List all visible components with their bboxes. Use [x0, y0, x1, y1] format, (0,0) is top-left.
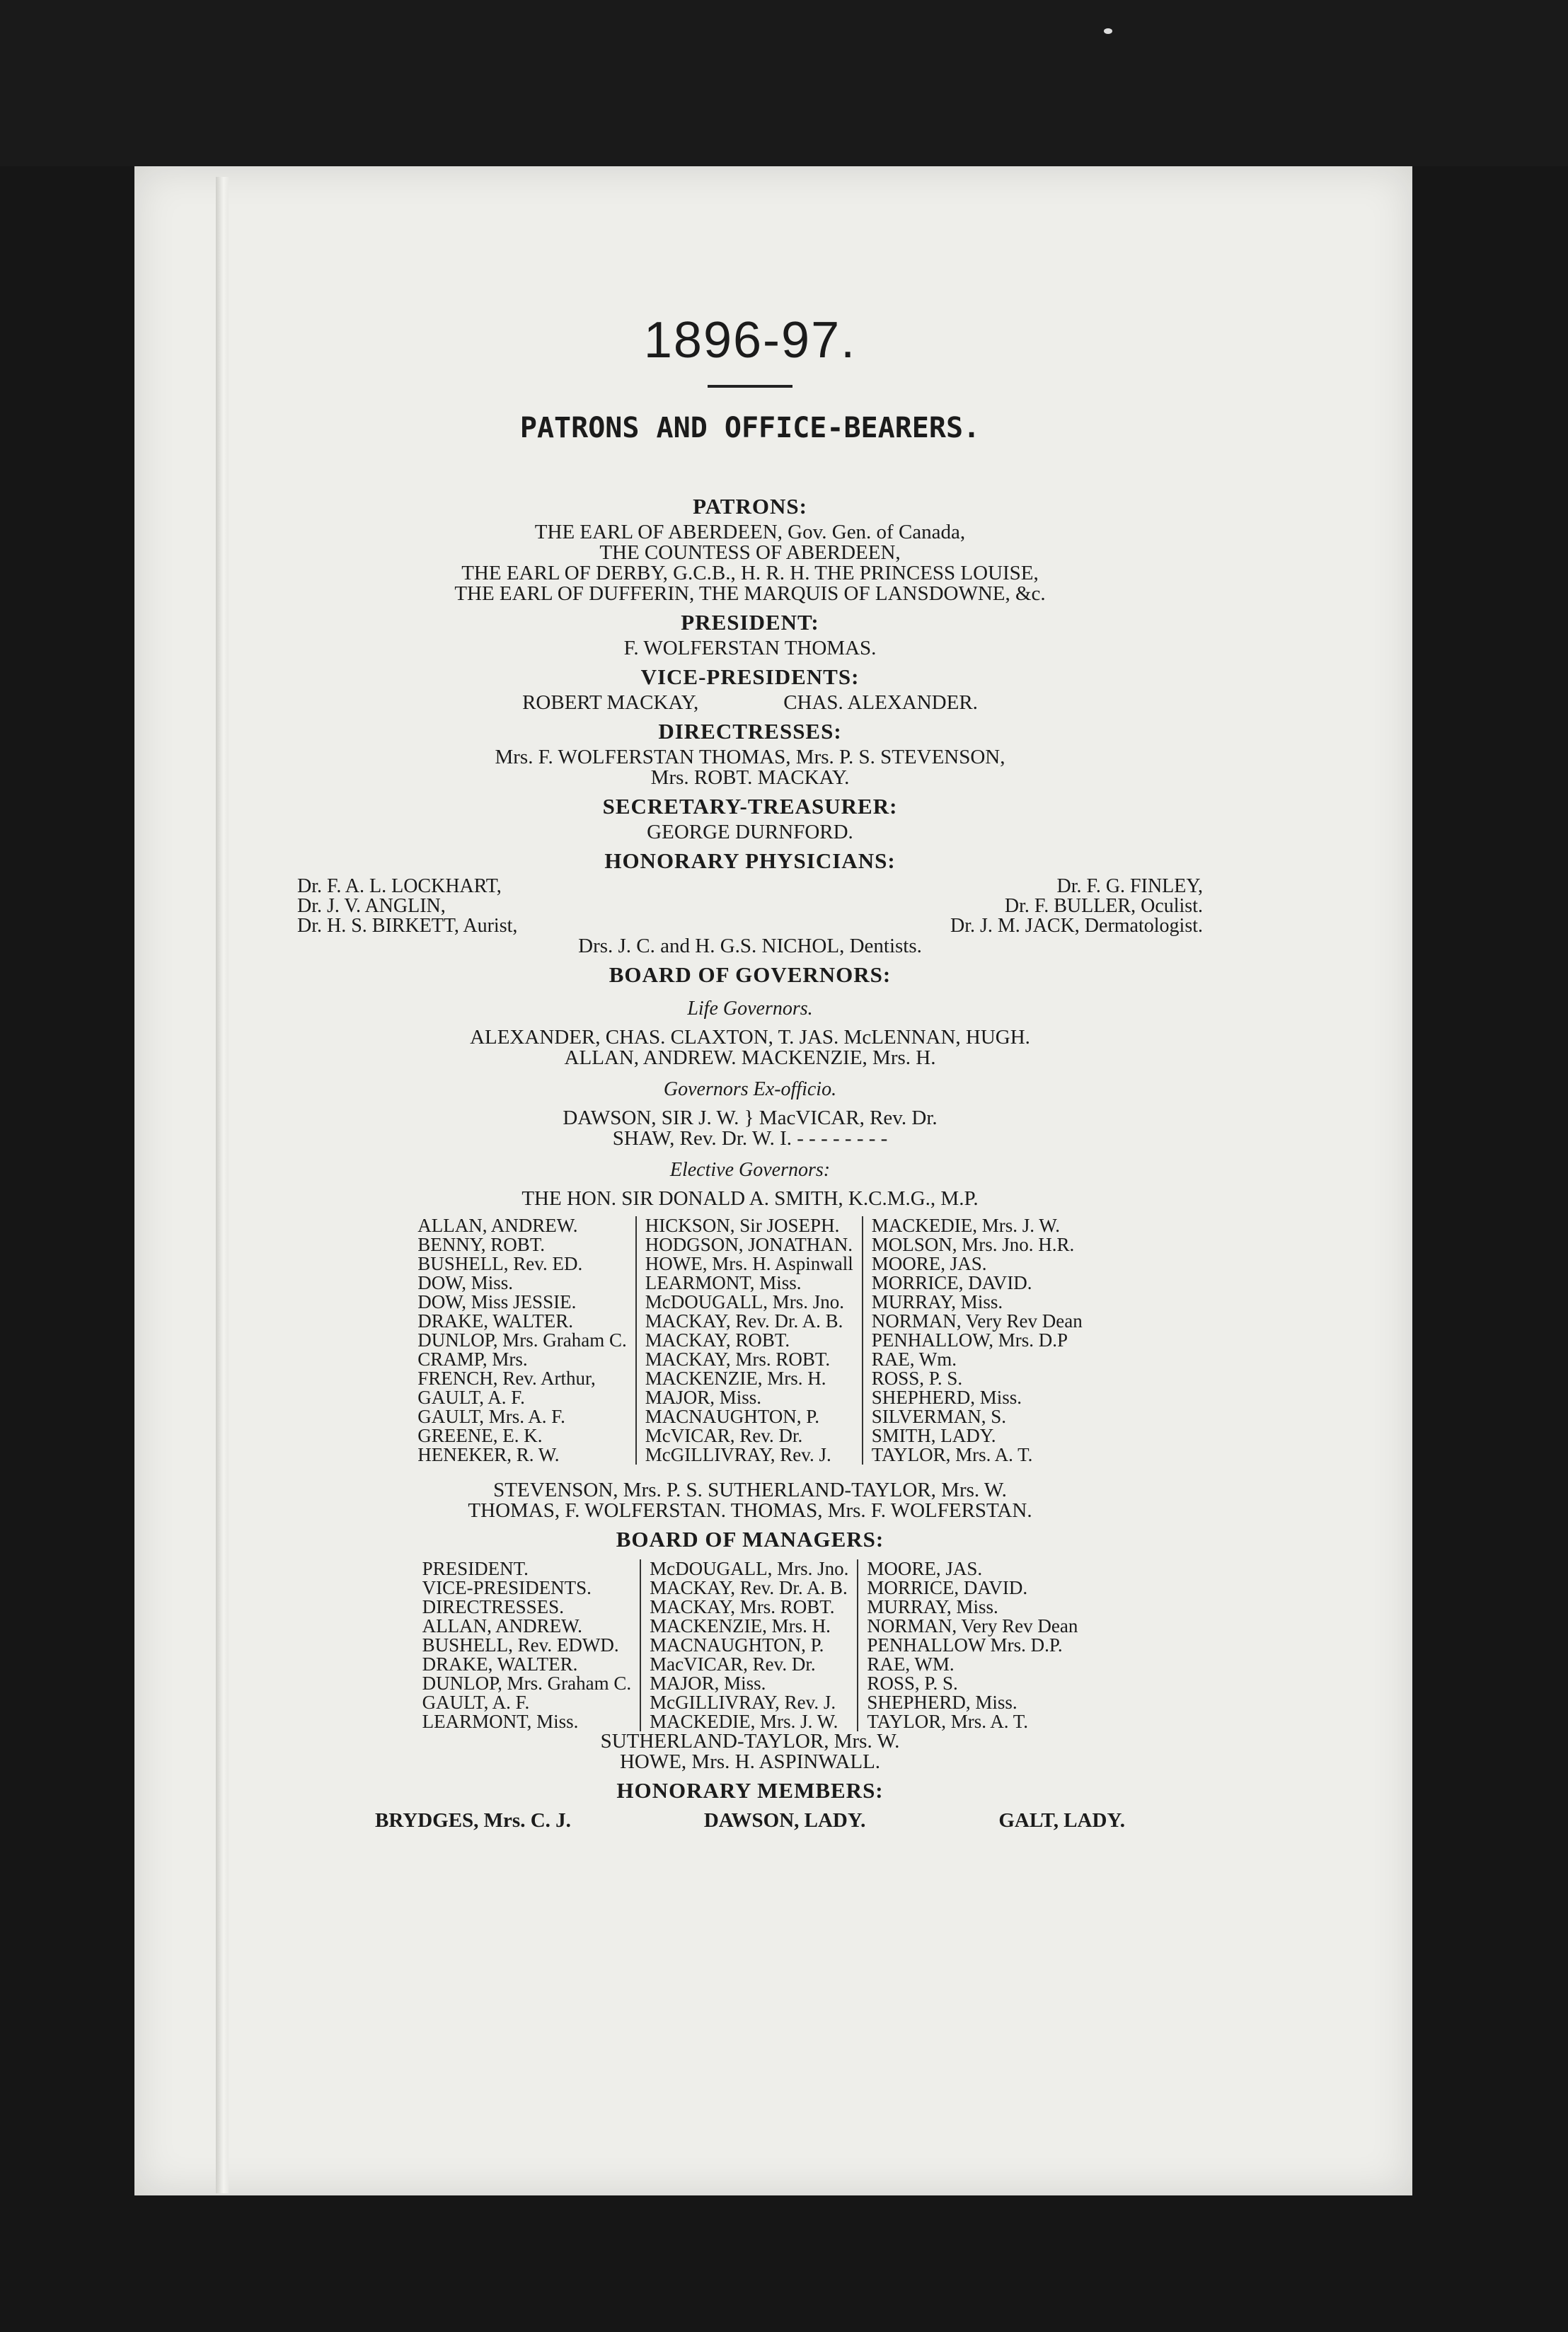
table-cell: MORRICE, DAVID.: [871, 1272, 1032, 1293]
table-cell: MAJOR, Miss.: [645, 1387, 762, 1408]
managers-tail-line: HOWE, Mrs. H. ASPINWALL.: [619, 1750, 881, 1773]
table-cell: MURRAY, Miss.: [867, 1596, 998, 1617]
patron-line: THE EARL OF DERBY, G.C.B., H. R. H. THE PRINCESS LOUISE,: [461, 562, 1039, 584]
table-cell: MACKAY, ROBT.: [645, 1329, 790, 1351]
physician-name: Dr. F. G. FINLEY,: [1056, 875, 1203, 897]
table-cell: LEARMONT, Miss.: [422, 1711, 579, 1732]
honorary-member: GALT, LADY.: [998, 1809, 1125, 1832]
secretary-name: GEORGE DURNFORD.: [647, 821, 853, 843]
patron-line: THE COUNTESS OF ABERDEEN,: [599, 541, 901, 564]
physician-row: [297, 896, 1203, 916]
table-cell: GAULT, Mrs. A. F.: [417, 1406, 565, 1427]
table-cell: MACKAY, Mrs. ROBT.: [650, 1596, 835, 1617]
table-cell: DUNLOP, Mrs. Graham C.: [417, 1329, 627, 1351]
table-cell: MACNAUGHTON, P.: [645, 1406, 820, 1427]
title-rule: [708, 385, 792, 388]
table-cell: RAE, Wm.: [871, 1349, 957, 1370]
patrons-heading: PATRONS:: [693, 494, 807, 519]
table-cell: MORRICE, DAVID.: [867, 1577, 1028, 1598]
table-cell: LEARMONT, Miss.: [645, 1272, 802, 1293]
honorary-heading: HONORARY MEMBERS:: [616, 1778, 884, 1803]
physician-name: Dr. H. S. BIRKETT, Aurist,: [297, 915, 518, 937]
patron-line: THE EARL OF DUFFERIN, THE MARQUIS OF LANSDOWNE, &c.: [454, 582, 1046, 605]
exofficio-label: Governors Ex-officio.: [663, 1078, 837, 1100]
table-cell: MURRAY, Miss.: [871, 1291, 1003, 1312]
life-governors-line: ALEXANDER, CHAS. CLAXTON, T. JAS. McLENNAN, HUGH.: [470, 1026, 1030, 1049]
president-heading: PRESIDENT:: [681, 610, 819, 635]
table-cell: PENHALLOW, Mrs. D.P: [871, 1329, 1068, 1351]
table-cell: MACKENZIE, Mrs. H.: [650, 1615, 831, 1637]
secretary-heading: SECRETARY-TREASURER:: [602, 794, 898, 819]
table-cell: GAULT, A. F.: [417, 1387, 525, 1408]
physicians-heading: HONORARY PHYSICIANS:: [604, 848, 896, 873]
honorary-member: BRYDGES, Mrs. C. J.: [375, 1809, 571, 1832]
elective-governors-head: THE HON. SIR DONALD A. SMITH, K.C.M.G., M.P.: [521, 1187, 979, 1210]
table-cell: MACKENZIE, Mrs. H.: [645, 1368, 826, 1389]
table-cell: MACKAY, Rev. Dr. A. B.: [650, 1577, 848, 1598]
governors-tail-line: THOMAS, F. WOLFERSTAN. THOMAS, Mrs. F. WOLFERSTAN.: [468, 1499, 1032, 1522]
table-cell: McDOUGALL, Mrs. Jno.: [645, 1291, 844, 1312]
managers-table: [297, 1559, 1203, 1731]
elective-governors-label: Elective Governors:: [669, 1159, 831, 1181]
vice-presidents-names: [297, 693, 1203, 713]
table-cell: McGILLIVRAY, Rev. J.: [645, 1444, 831, 1465]
table-cell: MACKEDIE, Mrs. J. W.: [871, 1215, 1061, 1236]
table-cell: MOORE, JAS.: [867, 1558, 983, 1579]
table-cell: TAYLOR, Mrs. A. T.: [871, 1444, 1033, 1465]
vice-presidents-heading: VICE-PRESIDENTS:: [640, 664, 860, 689]
table-cell: PENHALLOW Mrs. D.P.: [867, 1634, 1063, 1656]
table-cell: DOW, Miss JESSIE.: [417, 1291, 577, 1312]
table-cell: PRESIDENT.: [422, 1558, 529, 1579]
physician-row: [297, 877, 1203, 896]
table-cell: HODGSON, JONATHAN.: [645, 1234, 853, 1255]
table-cell: DRAKE, WALTER.: [417, 1310, 574, 1332]
president-name: F. WOLFERSTAN THOMAS.: [623, 637, 877, 659]
managers-column: [640, 1559, 857, 1731]
table-cell: DIRECTRESSES.: [422, 1596, 564, 1617]
physician-name: Dr. F. A. L. LOCKHART,: [297, 875, 502, 897]
table-cell: SILVERMAN, S.: [871, 1406, 1007, 1427]
life-governors-label: Life Governors.: [687, 998, 813, 1020]
page-title: PATRONS AND OFFICE-BEARERS.: [519, 412, 981, 444]
table-cell: MOLSON, Mrs. Jno. H.R.: [871, 1234, 1075, 1255]
table-cell: NORMAN, Very Rev Dean: [867, 1615, 1078, 1637]
table-cell: HENEKER, R. W.: [417, 1444, 560, 1465]
honorary-member: DAWSON, LADY.: [703, 1809, 866, 1832]
governors-column: [862, 1216, 1091, 1465]
table-cell: DOW, Miss.: [417, 1272, 514, 1293]
vice-president-name: ROBERT MACKAY,: [522, 691, 699, 714]
table-cell: ALLAN, ANDREW.: [417, 1215, 578, 1236]
exofficio-line: DAWSON, SIR J. W. } MacVICAR, Rev. Dr.: [563, 1107, 938, 1129]
table-cell: BUSHELL, Rev. EDWD.: [422, 1634, 619, 1656]
physician-name: Dr. J. M. JACK, Dermatologist.: [950, 915, 1203, 937]
table-cell: RAE, WM.: [867, 1653, 955, 1675]
table-cell: MACKEDIE, Mrs. J. W.: [650, 1711, 838, 1732]
managers-tail-line: SUTHERLAND-TAYLOR, Mrs. W.: [600, 1730, 900, 1753]
table-cell: McGILLIVRAY, Rev. J.: [650, 1692, 836, 1713]
physician-name: Dr. F. BULLER, Oculist.: [1004, 895, 1203, 917]
governors-tail-line: STEVENSON, Mrs. P. S. SUTHERLAND-TAYLOR, Mrs. W.: [493, 1479, 1007, 1501]
governors-column: [409, 1216, 635, 1465]
vice-president-name: CHAS. ALEXANDER.: [783, 691, 978, 714]
table-cell: MACKAY, Rev. Dr. A. B.: [645, 1310, 843, 1332]
table-cell: TAYLOR, Mrs. A. T.: [867, 1711, 1028, 1732]
table-cell: DRAKE, WALTER.: [422, 1653, 578, 1675]
table-cell: HOWE, Mrs. H. Aspinwall: [645, 1253, 853, 1274]
patron-line: THE EARL OF ABERDEEN, Gov. Gen. of Canada,: [534, 521, 966, 543]
year-heading: 1896-97.: [643, 312, 857, 369]
physicians-list: [297, 877, 1203, 957]
film-border: [0, 0, 1568, 166]
table-cell: MACNAUGHTON, P.: [650, 1634, 824, 1656]
elective-governors-table: [297, 1216, 1203, 1465]
table-cell: McVICAR, Rev. Dr.: [645, 1425, 803, 1446]
table-cell: ALLAN, ANDREW.: [422, 1615, 582, 1637]
table-cell: GAULT, A. F.: [422, 1692, 530, 1713]
table-cell: McDOUGALL, Mrs. Jno.: [650, 1558, 849, 1579]
table-cell: MacVICAR, Rev. Dr.: [650, 1653, 816, 1675]
life-governors-line: ALLAN, ANDREW. MACKENZIE, Mrs. H.: [564, 1046, 936, 1069]
page-fold: [216, 177, 229, 2193]
table-cell: BUSHELL, Rev. ED.: [417, 1253, 583, 1274]
dust-speck: [1104, 28, 1112, 34]
table-cell: SMITH, LADY.: [871, 1425, 996, 1446]
table-cell: ROSS, P. S.: [867, 1673, 958, 1694]
table-cell: CRAMP, Mrs.: [417, 1349, 528, 1370]
table-cell: SHEPHERD, Miss.: [867, 1692, 1018, 1713]
table-cell: MOORE, JAS.: [871, 1253, 987, 1274]
dentists-line: Drs. J. C. and H. G.S. NICHOL, Dentists.: [578, 935, 922, 957]
honorary-members: [297, 1809, 1203, 1832]
exofficio-line: SHAW, Rev. Dr. W. I. - - - - - - - -: [612, 1127, 888, 1150]
managers-column: [857, 1559, 1086, 1731]
table-cell: ROSS, P. S.: [871, 1368, 963, 1389]
table-cell: NORMAN, Very Rev Dean: [871, 1310, 1083, 1332]
table-cell: MAJOR, Miss.: [650, 1673, 766, 1694]
table-cell: GREENE, E. K.: [417, 1425, 543, 1446]
managers-heading: BOARD OF MANAGERS:: [616, 1527, 884, 1552]
governors-column: [635, 1216, 862, 1465]
document-content: [297, 311, 1203, 1832]
table-cell: MACKAY, Mrs. ROBT.: [645, 1349, 831, 1370]
physician-row: [297, 916, 1203, 936]
table-cell: BENNY, ROBT.: [417, 1234, 546, 1255]
table-cell: HICKSON, Sir JOSEPH.: [645, 1215, 840, 1236]
governors-heading: BOARD OF GOVERNORS:: [609, 962, 892, 987]
table-cell: FRENCH, Rev. Arthur,: [417, 1368, 596, 1389]
directresses-heading: DIRECTRESSES:: [658, 719, 842, 744]
directresses-line: Mrs. F. WOLFERSTAN THOMAS, Mrs. P. S. STEVENSON,: [495, 746, 1005, 768]
managers-column: [414, 1559, 640, 1731]
directresses-line: Mrs. ROBT. MACKAY.: [650, 766, 850, 789]
physician-name: Dr. J. V. ANGLIN,: [297, 895, 446, 917]
table-cell: DUNLOP, Mrs. Graham C.: [422, 1673, 632, 1694]
table-cell: VICE-PRESIDENTS.: [422, 1577, 592, 1598]
table-cell: SHEPHERD, Miss.: [871, 1387, 1022, 1408]
